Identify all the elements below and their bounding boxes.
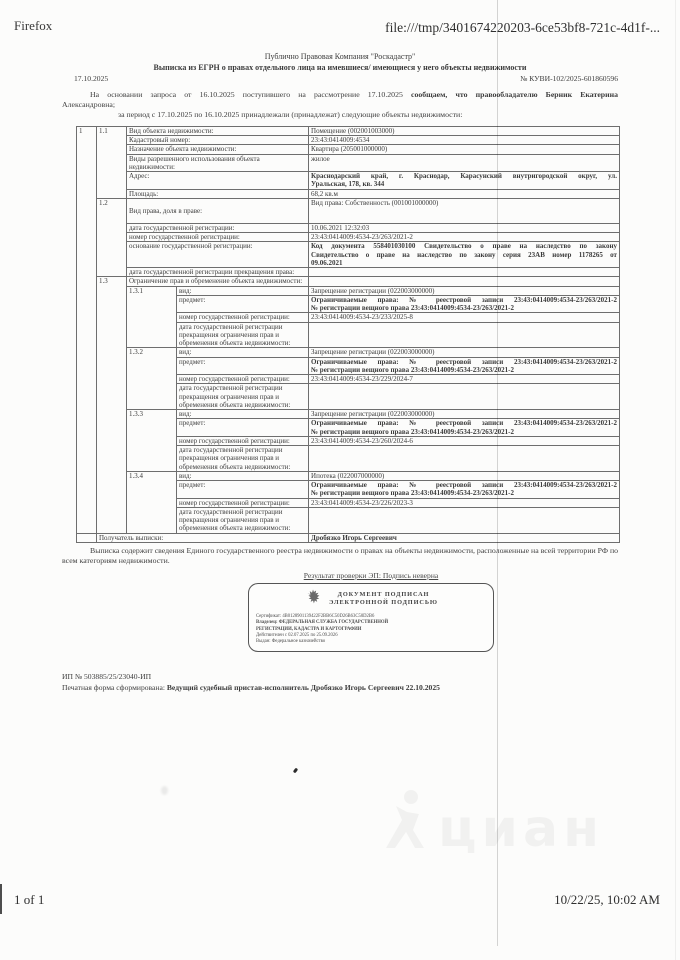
table-cell-label: предмет: <box>177 295 309 313</box>
document-title: Выписка из ЕГРН о правах отдельного лица на имевшиеся/ имеющиеся у него объекты недвижимости <box>153 63 527 72</box>
cian-watermark <box>378 788 604 855</box>
table-cell-label: Кадастровый номер: <box>127 136 309 145</box>
table-cell-value: Дробязко Игорь Сергеевич <box>309 533 620 542</box>
after-table-note: Выписка содержит сведения Единого государственного реестра недвижимости о правах на объекты недвижимости, расположенные на всей территории РФ по всем категориям недвижимости. <box>62 545 619 565</box>
digital-signature-stamp <box>248 583 494 652</box>
table-section-number: 1.3 <box>97 277 127 533</box>
cian-person-icon <box>378 788 428 855</box>
stamp-detail-line: Действителен с 02.07.2025 по 25.09.2026 <box>256 632 338 638</box>
table-cell-value: 23:43:0414009:4534-23/263/2021-2 <box>309 233 620 242</box>
table-cell-label: Вид объекта недвижимости: <box>127 126 309 135</box>
table-cell-label: дата государственной регистрации прекращения ограничения прав и обременения объекта недвижимости: <box>177 384 309 410</box>
table-cell-value <box>309 446 620 472</box>
table-cell-value: 23:43:0414009:4534-23/229/2024-7 <box>309 375 620 384</box>
table-empty-cell <box>77 533 97 542</box>
table-cell-label: дата государственной регистрации прекращения права: <box>127 268 309 277</box>
table-cell-value: Ограничиваемые права: № реестровой записи 23:43:0414009:4534-23/263/2021-2 № регистрации вещного права 23:43:0414009:4534-23/263/2021-2 <box>309 295 620 313</box>
egrn-table-body <box>77 126 620 542</box>
stamp-detail-line: Владелец: ФЕДЕРАЛЬНАЯ СЛУЖБА ГОСУДАРСТВЕННОЙ <box>256 620 389 626</box>
table-section-number: 1.1 <box>97 126 127 198</box>
stamp-detail-line: РЕГИСТРАЦИИ, КАДАСТРА И КАРТОГРАФИИ <box>256 626 362 632</box>
table-cell-value: жилое <box>309 154 620 172</box>
intro-line-1: На основании запроса от 16.10.2025 поступившего на рассмотрение 17.10.2025 сообщаем, что правообладателю Берник Екатерина <box>90 90 618 99</box>
table-cell-label: Назначение объекта недвижимости: <box>127 145 309 154</box>
cian-watermark-text <box>438 803 604 855</box>
document-date: 17.10.2025 <box>74 74 109 83</box>
table-cell-label: номер государственной регистрации: <box>177 313 309 322</box>
scan-edge-mark <box>0 884 2 914</box>
browser-app-name: Firefox <box>14 18 53 33</box>
table-cell-label: Площадь: <box>127 189 309 198</box>
table-cell-label: предмет: <box>177 357 309 375</box>
table-subsection-number: 1.3.4 <box>127 471 177 533</box>
table-cell-label: номер государственной регистрации: <box>127 233 309 242</box>
scan-smudge <box>161 786 168 795</box>
table-cell-value: Помещение (002001003000) <box>309 126 620 135</box>
page-indicator: 1 of 1 <box>14 892 45 907</box>
intro-paragraph <box>62 90 618 120</box>
table-cell-label: вид: <box>177 471 309 480</box>
table-cell-label: номер государственной регистрации: <box>177 436 309 445</box>
table-cell-label: основание государственной регистрации: <box>127 242 309 268</box>
document-number: № КУВИ-102/2025-601860596 <box>520 74 618 83</box>
coat-of-arms-icon <box>304 588 322 611</box>
table-cell-label: дата государственной регистрации: <box>127 223 309 232</box>
table-cell-value: 10.06.2021 12:32:03 <box>309 223 620 232</box>
table-cell-value: 23:43:0414009:4534-23/226/2023-3 <box>309 498 620 507</box>
table-cell-value: Запрещение регистрации (022003000000) <box>309 348 620 357</box>
signature-check-result: Результат проверки ЭП: Подпись неверна <box>303 570 439 580</box>
egrn-table <box>76 126 620 543</box>
table-cell-value: 23:43:0414009:4534-23/260/2024-6 <box>309 436 620 445</box>
intro-line-3: за период с 17.10.2025 по 16.10.2025 принадлежали (принадлежат) следующие объекты недвижимости: <box>118 109 463 119</box>
table-cell-value <box>309 507 620 533</box>
organization-name: Публично Правовая Компания "Роскадастр" <box>264 52 416 61</box>
intro-line-2: Александровна; <box>62 99 116 109</box>
table-subsection-number: 1.3.3 <box>127 410 177 472</box>
stamp-detail-line: Сертификат: 4B0128901139422F2BB6C50D26B63C50D2B6 <box>256 613 375 619</box>
case-info-block <box>62 671 618 695</box>
table-cell-value <box>309 322 620 348</box>
table-subsection-number: 1.3.2 <box>127 348 177 410</box>
document-meta <box>62 74 618 83</box>
table-cell-label: дата государственной регистрации прекращения ограничения прав и обременения объекта недвижимости: <box>177 507 309 533</box>
table-subsection-number: 1.3.1 <box>127 286 177 348</box>
table-row-number: 1 <box>77 126 97 533</box>
table-cell-label: предмет: <box>177 419 309 437</box>
table-cell-value: Краснодарский край, г. Краснодар, Карасунский внутригородской округ, ул. Уральская, 178, кв. 344 <box>309 172 620 190</box>
table-cell-label: Ограничение прав и обременение объекта недвижимости: <box>127 277 309 286</box>
table-cell-value: Запрещение регистрации (022003000000) <box>309 410 620 419</box>
table-cell-label: Вид права, доля в праве: <box>127 198 309 223</box>
stamp-details <box>256 614 486 646</box>
table-cell-label: вид: <box>177 348 309 357</box>
table-cell-value <box>309 384 620 410</box>
enforcement-case-number: ИП № 503885/25/23040-ИП <box>62 671 152 681</box>
stamp-header <box>256 588 486 611</box>
table-cell-value: Ограничиваемые права: № реестровой записи 23:43:0414009:4534-23/263/2021-2 № регистрации вещного права 23:43:0414009:4534-23/263/2021-2 <box>309 481 620 499</box>
table-cell-label: Адрес: <box>127 172 309 190</box>
table-cell-value: 23:43:0414009:4534 <box>309 136 620 145</box>
table-cell-value: Ограничиваемые права: № реестровой записи 23:43:0414009:4534-23/263/2021-2 № регистрации вещного права 23:43:0414009:4534-23/263/2021-2 <box>309 419 620 437</box>
stamp-detail-line: Выдан: Федеральное казначейство <box>256 639 326 645</box>
table-cell-value: Ипотека (022007000000) <box>309 471 620 480</box>
table-cell-label: номер государственной регистрации: <box>177 375 309 384</box>
print-timestamp: 10/22/25, 10:02 AM <box>554 892 660 907</box>
table-section-number: 1.2 <box>97 198 127 277</box>
stamp-title: ДОКУМЕНТ ПОДПИСАН ЭЛЕКТРОННОЙ ПОДПИСЬЮ <box>329 590 438 607</box>
table-cell-value: Запрещение регистрации (022003000000) <box>309 286 620 295</box>
table-cell-value: Код документа 558401030100 Свидетельство о праве на наследство по закону Свидетельство о праве на наследство по закону серия 23АВ номер 1178265 от 09.06.2021 <box>309 242 620 268</box>
signature-block <box>248 571 494 652</box>
table-cell-value: 23:43:0414009:4534-23/233/2025-8 <box>309 313 620 322</box>
table-cell-value: Ограничиваемые права: № реестровой записи 23:43:0414009:4534-23/263/2021-2 № регистрации вещного права 23:43:0414009:4534-23/263/2021-2 <box>309 357 620 375</box>
table-cell-value: Квартира (205001000000) <box>309 145 620 154</box>
scan-fold-line <box>497 0 498 946</box>
table-cell-label: дата государственной регистрации прекращения ограничения прав и обременения объекта недвижимости: <box>177 446 309 472</box>
table-cell-value: 68,2 кв.м <box>309 189 620 198</box>
scan-speck <box>293 768 298 774</box>
document-url: file:///tmp/3401674220203-6ce53bf8-721c-4d1f-... <box>385 20 660 35</box>
table-cell-value: Вид права: Собственность (001001000000) <box>309 198 620 223</box>
scan-edge-line <box>675 0 676 960</box>
printed-form-line: Печатная форма сформирована: Ведущий судебный пристав-исполнитель Дробязко Игорь Сергеевич 22.10.2025 <box>62 683 440 693</box>
table-cell-label: дата государственной регистрации прекращения ограничения прав и обременения объекта недвижимости: <box>177 322 309 348</box>
table-cell-label: Виды разрешенного использования объекта недвижимости: <box>127 154 309 172</box>
table-cell-label: вид: <box>177 410 309 419</box>
table-cell-value <box>309 277 620 286</box>
table-cell-label: Получатель выписки: <box>97 533 309 542</box>
table-cell-label: предмет: <box>177 481 309 499</box>
table-cell-label: номер государственной регистрации: <box>177 498 309 507</box>
table-cell-value <box>309 268 620 277</box>
document-body <box>62 52 618 694</box>
table-cell-label: вид: <box>177 286 309 295</box>
